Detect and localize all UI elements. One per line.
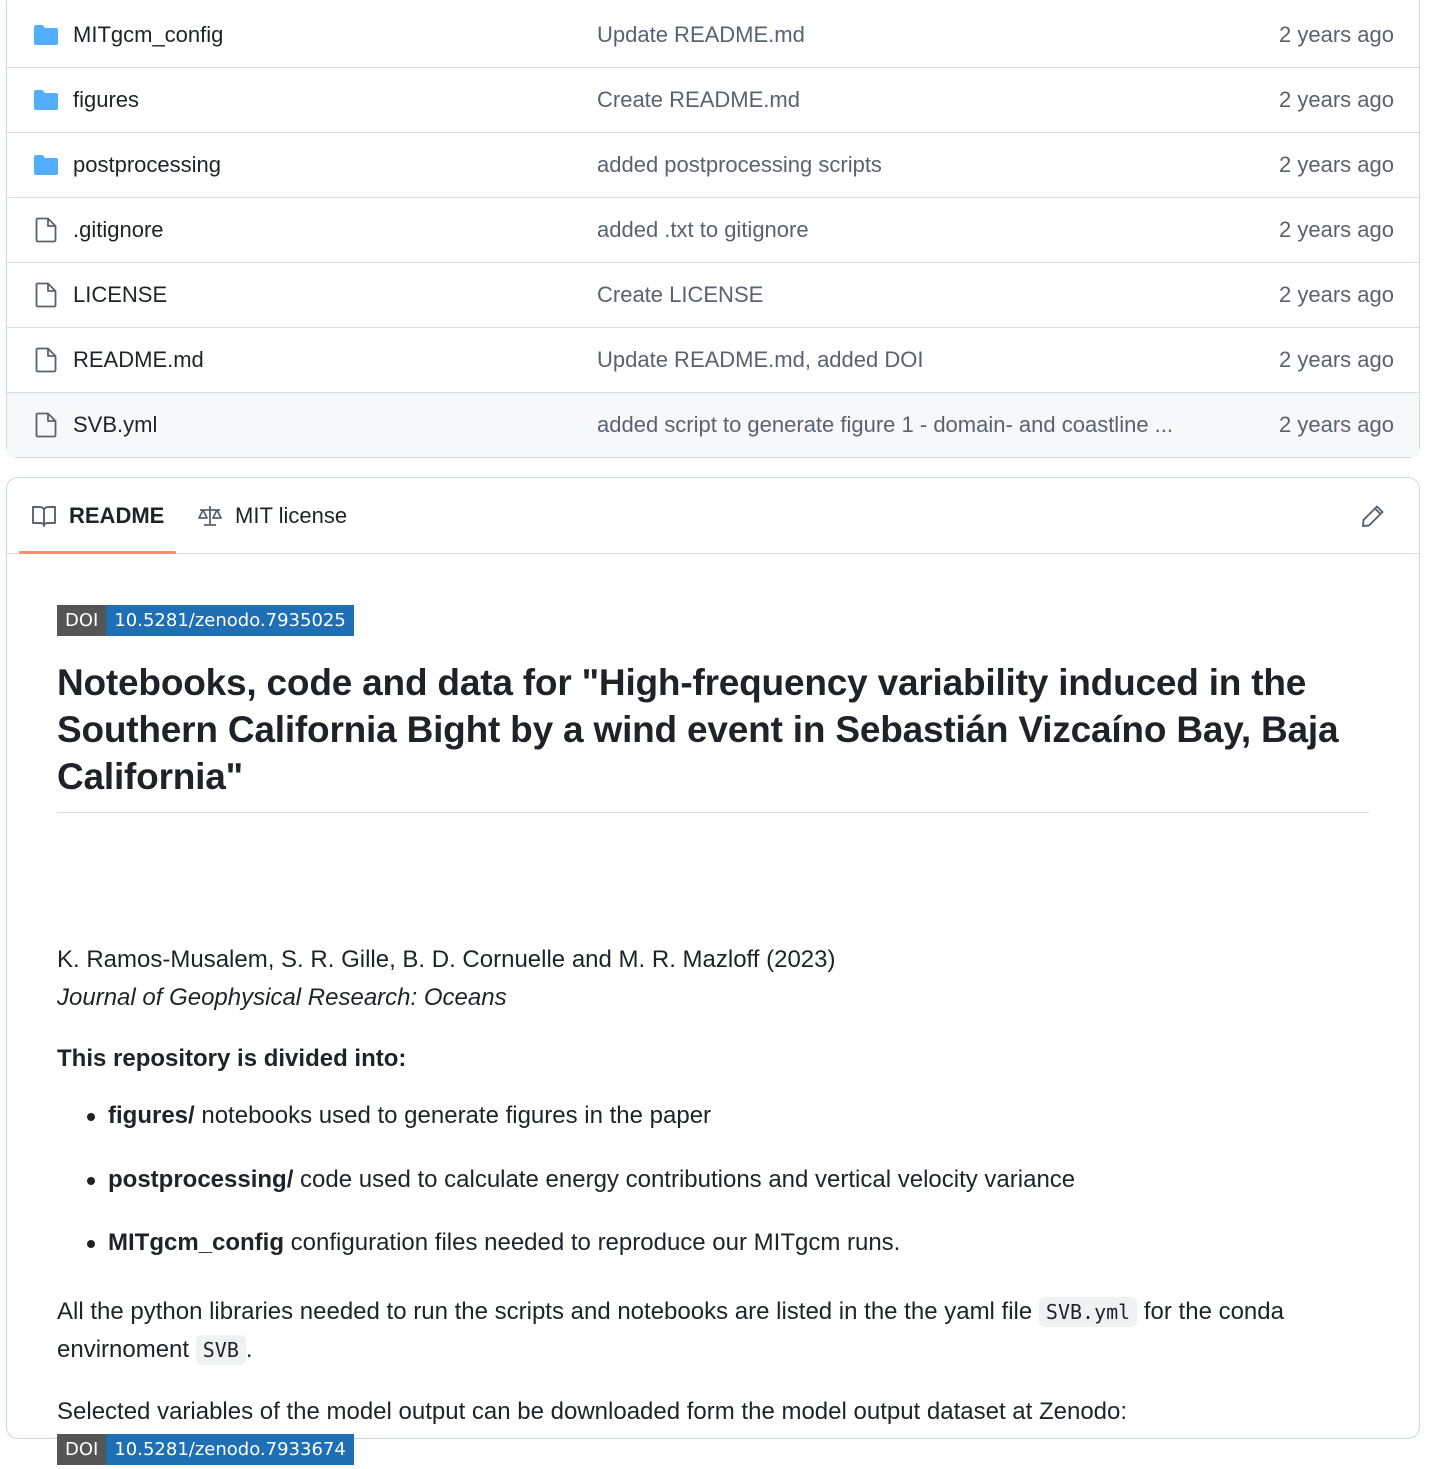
doi-badge-value: 10.5281/zenodo.7933674 (106, 1434, 353, 1465)
commit-message[interactable]: added postprocessing scripts (597, 152, 882, 177)
list-item-term: postprocessing/ (108, 1165, 294, 1193)
file-icon (32, 216, 60, 244)
commit-message[interactable]: added .txt to gitignore (597, 217, 809, 242)
list-item-term: figures/ (108, 1102, 195, 1129)
file-name[interactable]: README.md (73, 347, 204, 372)
libraries-paragraph (57, 1293, 1369, 1369)
tab-readme[interactable] (19, 478, 176, 553)
inline-code-yml: SVB.yml (1039, 1297, 1137, 1327)
list-item-description: code used to calculate energy contributions and vertical velocity variance (293, 1165, 1076, 1193)
libraries-text: . (245, 1336, 253, 1363)
commit-age: 2 years ago (1279, 347, 1394, 372)
file-name[interactable]: MITgcm_config (73, 22, 224, 47)
file-name[interactable]: .gitignore (73, 217, 164, 242)
commit-message[interactable]: Update README.md, added DOI (597, 347, 924, 372)
authors-line: K. Ramos-Musalem, S. R. Gille, B. D. Cornuelle and M. R. Mazloff (2023) (57, 946, 836, 973)
folder-icon (32, 151, 60, 179)
libraries-text: for the conda envirnoment (57, 1298, 1284, 1363)
tab-license-label: MIT license (235, 502, 348, 528)
intro-heading: This repository is divided into: (57, 1045, 407, 1072)
tab-license[interactable] (197, 478, 347, 553)
file-icon (32, 411, 60, 439)
scale-icon (197, 504, 235, 528)
file-table (6, 0, 1420, 458)
readme-panel (6, 477, 1420, 1460)
file-name[interactable]: LICENSE (73, 282, 168, 307)
zenodo-paragraph (57, 1393, 1369, 1469)
doi-badge-label: DOI (57, 605, 106, 636)
file-row-postprocessing[interactable] (7, 132, 1419, 197)
list-item-description: configuration files needed to reproduce our MITgcm runs. (284, 1229, 901, 1256)
file-name[interactable]: postprocessing (73, 152, 221, 177)
commit-message[interactable]: Update README.md (597, 22, 805, 47)
edit-readme-button[interactable] (1357, 500, 1389, 532)
commit-age: 2 years ago (1279, 282, 1394, 307)
file-icon (32, 346, 60, 374)
file-row-mitgcm-config[interactable] (7, 0, 1419, 67)
book-icon (31, 504, 69, 528)
commit-message[interactable]: added script to generate figure 1 - domain- and coastline ... (597, 412, 1174, 437)
file-name[interactable]: figures (73, 87, 140, 112)
doi-badge-value: 10.5281/zenodo.7935025 (106, 605, 353, 636)
list-item (57, 1098, 1075, 1162)
list-item-term: MITgcm_config (108, 1229, 285, 1256)
libraries-text: All the python libraries needed to run the scripts and notebooks are listed in the the yaml file (57, 1298, 1039, 1325)
file-row-readme[interactable] (7, 327, 1419, 392)
file-row-figures[interactable] (7, 67, 1419, 132)
pencil-icon (1360, 503, 1386, 529)
commit-age: 2 years ago (1279, 152, 1394, 177)
list-item-description: notebooks used to generate figures in the paper (194, 1102, 712, 1129)
readme-tab-bar (7, 478, 1419, 554)
commit-age: 2 years ago (1279, 22, 1394, 47)
file-icon (32, 281, 60, 309)
file-row-license[interactable] (7, 262, 1419, 327)
authors-block (57, 941, 836, 1017)
folder-icon (32, 21, 60, 49)
list-item (57, 1162, 1075, 1226)
journal-name: Journal of Geophysical Research: Oceans (57, 984, 507, 1011)
directory-list (57, 1098, 1075, 1289)
list-item (57, 1225, 1075, 1289)
readme-title: Notebooks, code and data for "High-frequency variability induced in the Southern California Bight by a wind event in Sebastián Vizcaíno Bay, Baja California" (57, 659, 1369, 813)
doi-badge-dataset[interactable] (57, 1434, 354, 1465)
inline-code-env: SVB (196, 1335, 246, 1365)
file-name[interactable]: SVB.yml (73, 412, 158, 437)
tab-readme-label: README (69, 502, 165, 528)
commit-age: 2 years ago (1279, 87, 1394, 112)
doi-badge-label: DOI (57, 1434, 106, 1465)
zenodo-text: Selected variables of the model output can be downloaded form the model output dataset at Zenodo: (57, 1398, 1128, 1425)
file-row-svb-yml[interactable] (7, 392, 1419, 457)
commit-message[interactable]: Create LICENSE (597, 282, 764, 307)
folder-icon (32, 86, 60, 114)
file-row-gitignore[interactable] (7, 197, 1419, 262)
commit-age: 2 years ago (1279, 412, 1394, 437)
commit-age: 2 years ago (1279, 217, 1394, 242)
tab-active-indicator (19, 551, 176, 554)
commit-message[interactable]: Create README.md (597, 87, 800, 112)
doi-badge-repository[interactable] (57, 605, 354, 636)
